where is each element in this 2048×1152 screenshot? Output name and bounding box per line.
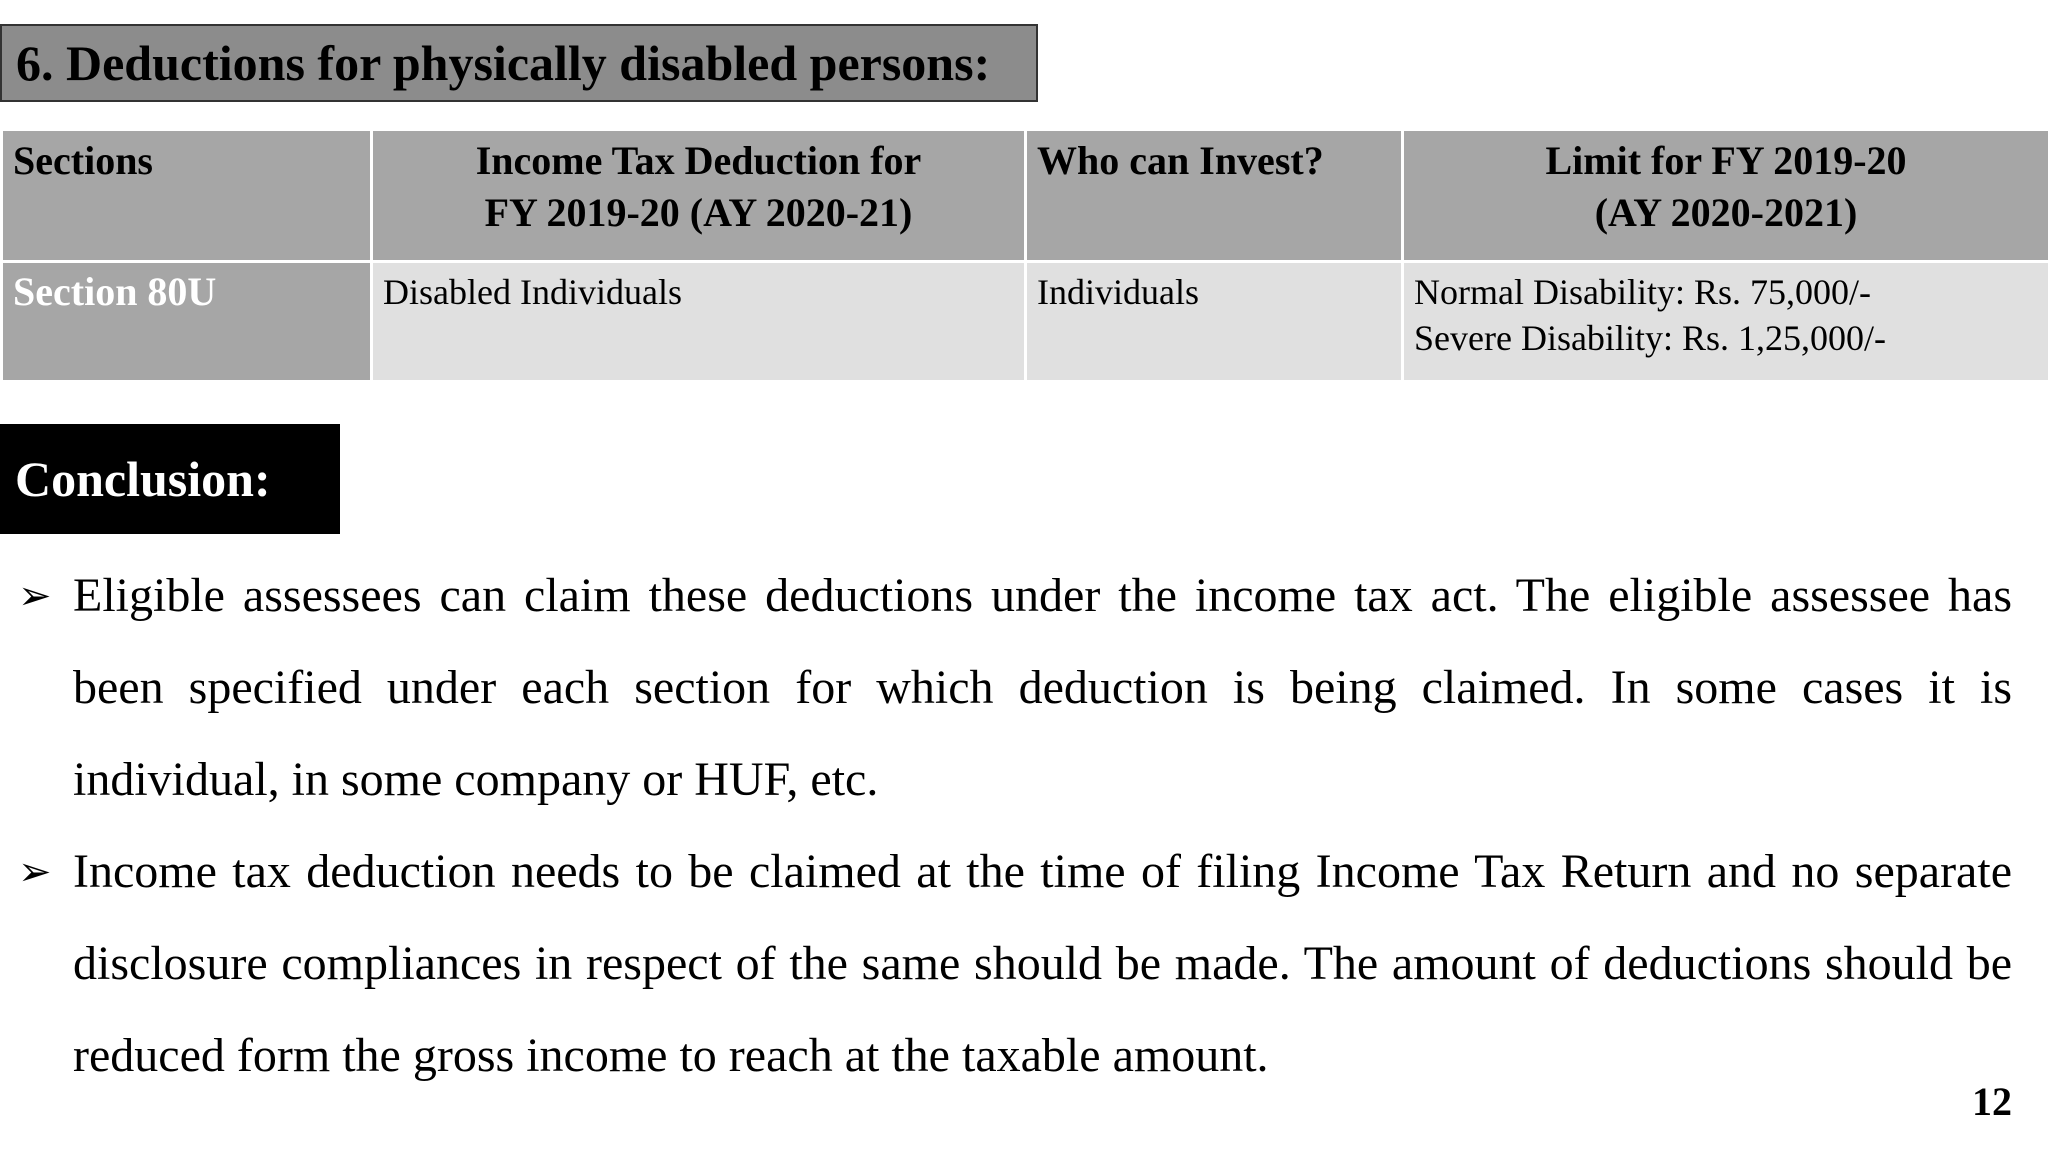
deductions-table — [0, 128, 2048, 383]
section-heading: 6. Deductions for physically disabled persons: — [0, 24, 1038, 102]
cell-limit: Normal Disability: Rs. 75,000/- Severe Disability: Rs. 1,25,000/- — [1403, 262, 2048, 382]
conclusion-list — [0, 550, 2012, 1102]
cell-deduction: Disabled Individuals — [372, 262, 1026, 382]
bullet-text: Income tax deduction needs to be claimed at the time of filing Income Tax Return and no separate disclosure compliances in respect of the same should be made. The amount of deductions should be reduced form the gross income to reach at the taxable amount. — [73, 845, 2012, 1082]
arrowhead-bullet-icon: ➢ — [18, 573, 52, 618]
header-limit: Limit for FY 2019-20 (AY 2020-2021) — [1403, 130, 2048, 262]
arrowhead-bullet-icon: ➢ — [18, 849, 52, 894]
conclusion-heading: Conclusion: — [0, 424, 340, 534]
list-item — [0, 826, 2012, 1102]
cell-who: Individuals — [1026, 262, 1403, 382]
header-income-tax-deduction: Income Tax Deduction for FY 2019-20 (AY 2020-21) — [372, 130, 1026, 262]
list-item — [0, 550, 2012, 826]
table-header-row — [2, 130, 2048, 262]
header-sections: Sections — [2, 130, 372, 262]
cell-section: Section 80U — [2, 262, 372, 382]
header-who-can-invest: Who can Invest? — [1026, 130, 1403, 262]
bullet-text: Eligible assessees can claim these deductions under the income tax act. The eligible assessee has been specified under each section for which deduction is being claimed. In some cases it is individual, in some company or HUF, etc. — [73, 569, 2012, 806]
page-number: 12 — [1972, 1079, 2012, 1124]
table-row — [2, 262, 2048, 382]
